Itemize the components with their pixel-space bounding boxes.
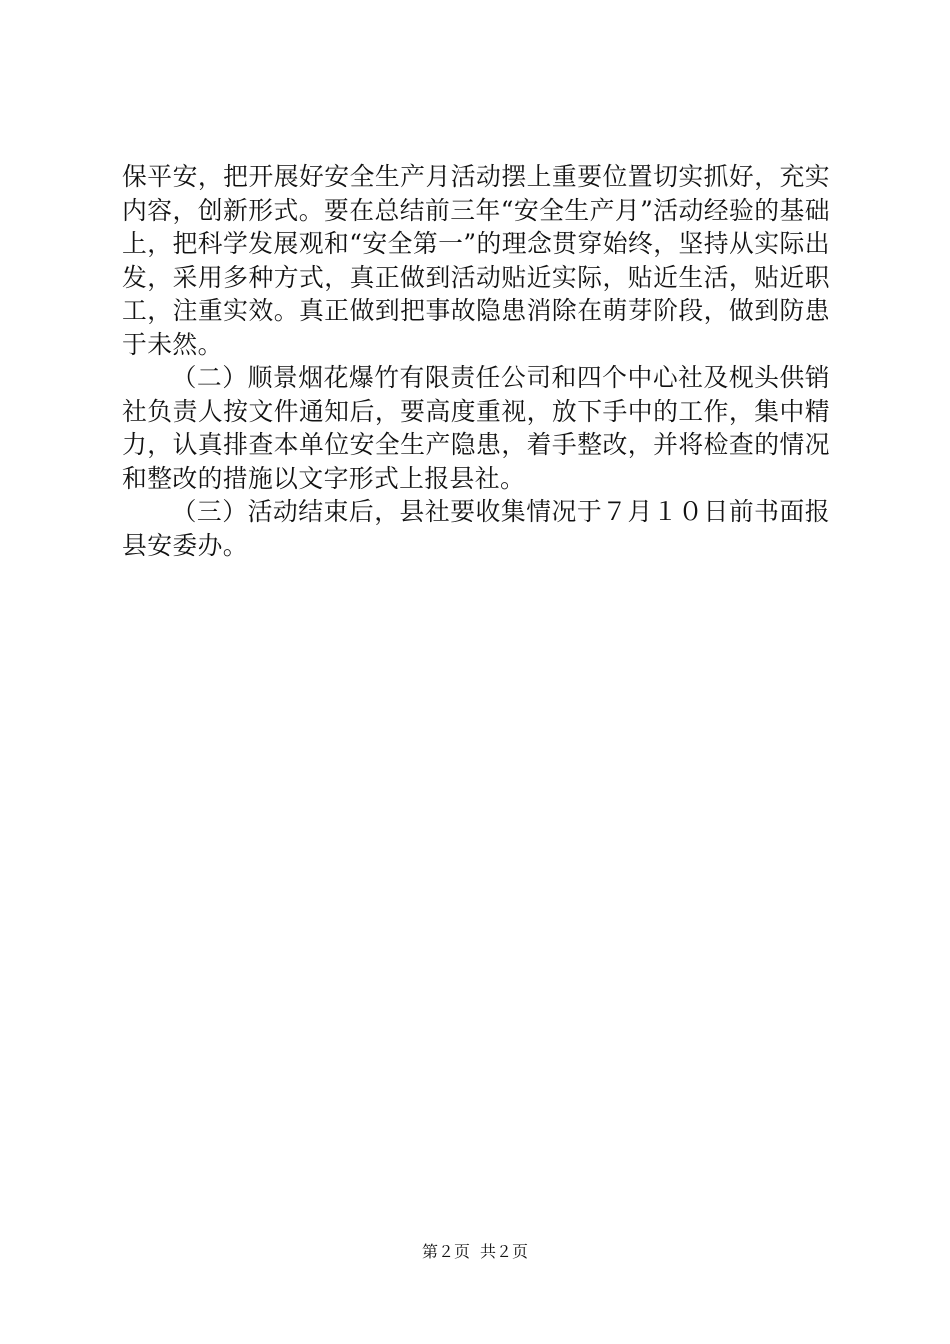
paragraph-item-3: （三）活动结束后，县社要收集情况于７月１０日前书面报县安委办。 [122, 497, 830, 560]
paragraph-continuation: 保平安，把开展好安全生产月活动摆上重要位置切实抓好，充实内容，创新形式。要在总结前三年“安全生产月”活动经验的基础上，把科学发展观和“安全第一”的理念贯穿始终，坚持从实际出发，采用多种方式，真正做到活动贴近实际，贴近生活，贴近职工，注重实效。真正做到把事故隐患消除在萌芽阶段，做到防患于未然。 [122, 162, 830, 359]
document-body [122, 160, 830, 562]
paragraph-item-2: （二）顺景烟花爆竹有限责任公司和四个中心社及枧头供销社负责人按文件通知后，要高度重视，放下手中的工作，集中精力，认真排查本单位安全生产隐患，着手整改，并将检查的情况和整改的措施以文字形式上报县社。 [122, 363, 830, 493]
page-footer [0, 1241, 950, 1263]
page-number-current: 第２页 [421, 1242, 470, 1261]
page-number-total: 共２页 [480, 1242, 529, 1261]
